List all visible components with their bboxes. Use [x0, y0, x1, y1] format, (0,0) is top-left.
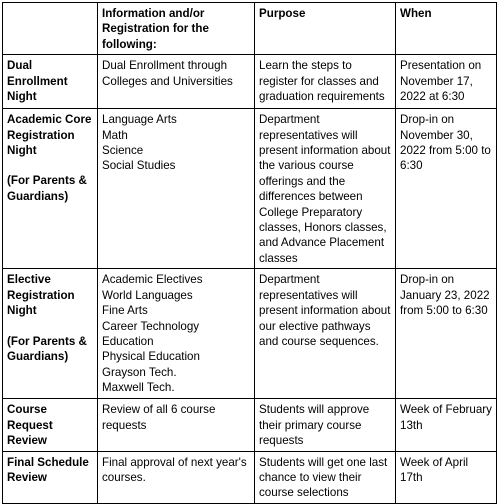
table-row: [3, 55, 497, 109]
table-row: [3, 399, 497, 451]
info-item: Physical Education: [102, 350, 200, 364]
when-cell: Week of April 17th: [396, 451, 497, 503]
info-item: Grayson Tech.: [102, 365, 177, 379]
info-item: Science: [102, 144, 144, 158]
when-cell: Presentation on November 17, 2022 at 6:30: [396, 55, 497, 109]
info-item: Language Arts: [102, 113, 177, 127]
header-event: [3, 3, 98, 55]
event-name: Elective Registration Night: [7, 273, 75, 318]
info-item: Maxwell Tech.: [102, 381, 175, 395]
info-item: Career Technology Education: [102, 319, 200, 348]
purpose-cell: Department representatives will present information about the various course offerings and the differences between College Preparatory classes, Honors classes, and Advance Placement classes: [255, 109, 396, 269]
header-when: When: [396, 3, 497, 55]
document-page: [2, 2, 496, 504]
info-cell: [98, 399, 255, 451]
event-cell: [3, 269, 98, 399]
when-cell: Drop-in on November 30, 2022 from 5:00 to 6:30: [396, 109, 497, 269]
info-item: Fine Arts: [102, 304, 148, 318]
event-name: Final Schedule Review: [7, 455, 89, 484]
table-row: [3, 451, 497, 503]
purpose-cell: Students will approve their primary course requests: [255, 399, 396, 451]
info-cell: [98, 55, 255, 109]
header-information: Information and/or Registration for the following:: [98, 3, 255, 55]
header-purpose: Purpose: [255, 3, 396, 55]
registration-schedule-table: [2, 2, 497, 504]
info-item: Math: [102, 128, 128, 142]
event-cell: [3, 451, 98, 503]
when-cell: Week of February 13th: [396, 399, 497, 451]
purpose-cell: Students will get one last chance to view their course selections: [255, 451, 396, 503]
event-name: Dual Enrollment Night: [7, 59, 68, 104]
event-audience-note: (For Parents & Guardians): [7, 174, 87, 203]
event-name: Academic Core Registration Night: [7, 113, 92, 158]
event-cell: [3, 55, 98, 109]
info-cell: [98, 109, 255, 269]
purpose-cell: Learn the steps to register for classes and graduation requirements: [255, 55, 396, 109]
info-item: Final approval of next year's courses.: [102, 455, 247, 484]
event-name: Course Request Review: [7, 403, 53, 448]
info-cell: [98, 451, 255, 503]
info-cell: [98, 269, 255, 399]
info-item: Dual Enrollment through Colleges and Universities: [102, 59, 233, 88]
purpose-cell: Department representatives will present information about our elective pathways and course sequences.: [255, 269, 396, 399]
when-cell: Drop-in on January 23, 2022 from 5:00 to 6:30: [396, 269, 497, 399]
event-cell: [3, 109, 98, 269]
event-audience-note: (For Parents & Guardians): [7, 334, 87, 363]
event-cell: [3, 399, 98, 451]
info-item: Academic Electives: [102, 273, 203, 287]
table-header-row: [3, 3, 497, 55]
info-item: Review of all 6 course requests: [102, 403, 216, 432]
info-item: Social Studies: [102, 159, 176, 173]
table-row: [3, 269, 497, 399]
info-item: World Languages: [102, 288, 193, 302]
table-row: [3, 109, 497, 269]
